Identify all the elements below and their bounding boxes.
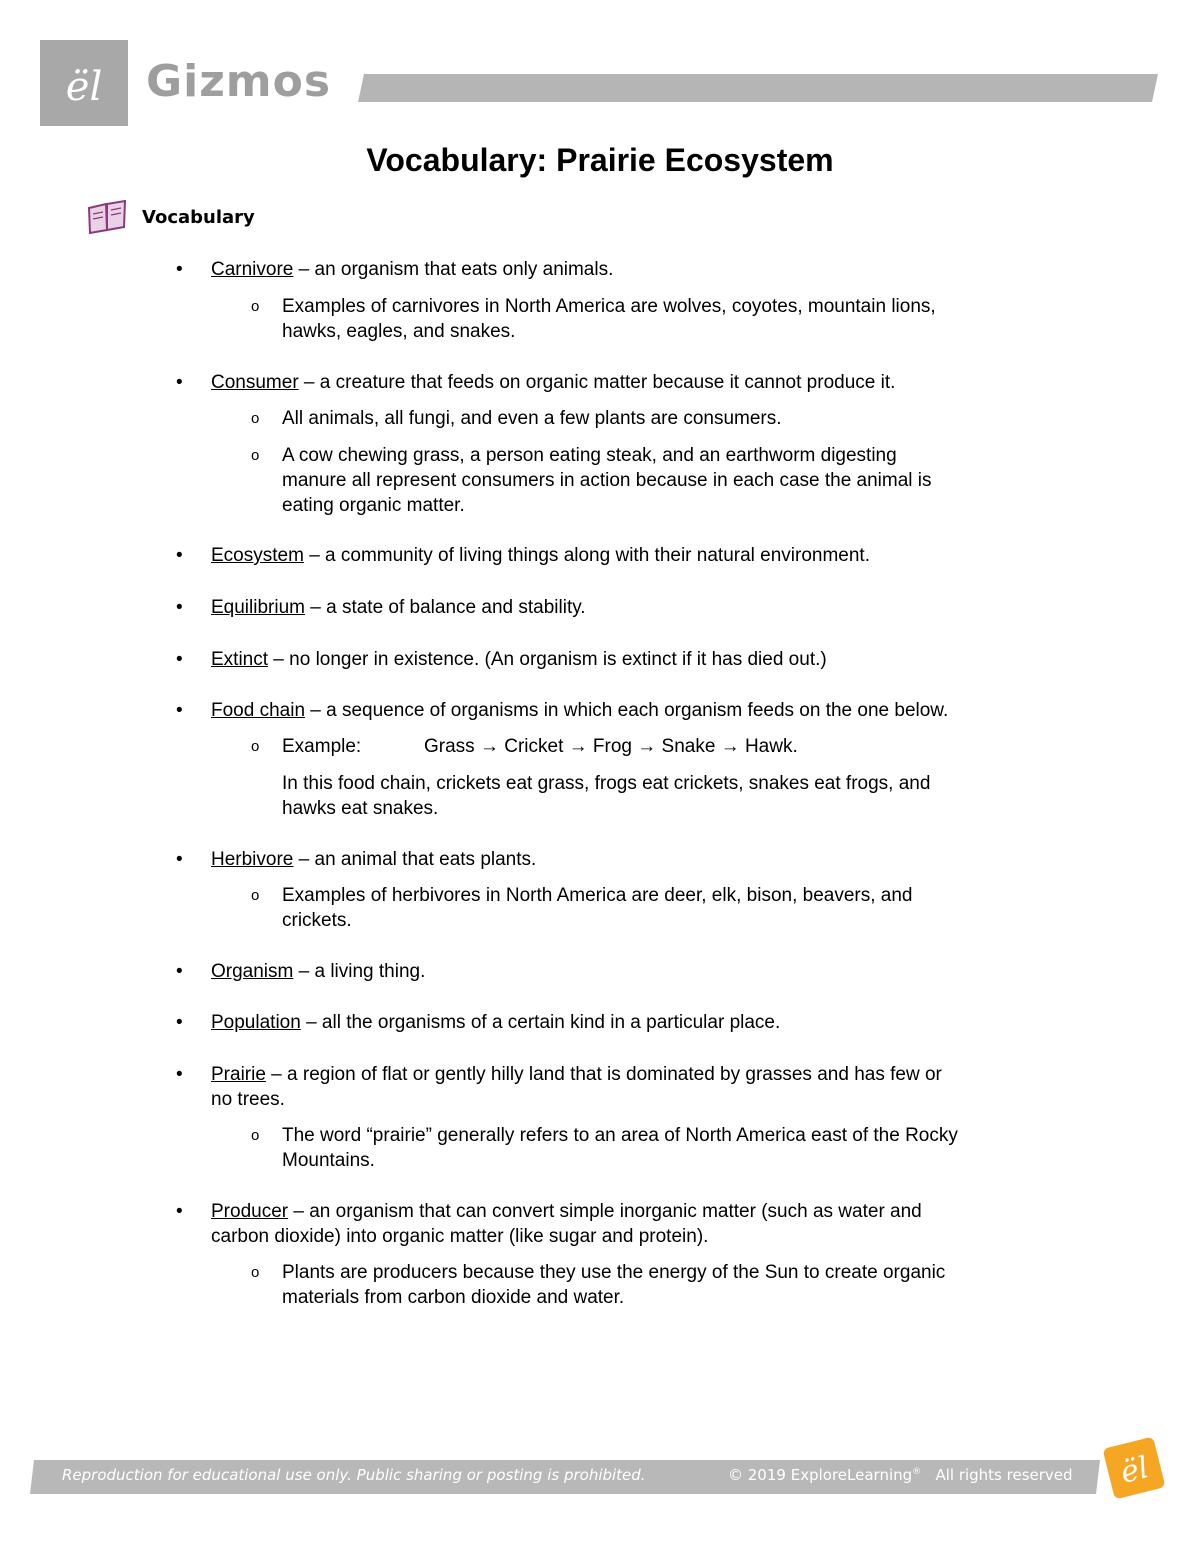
sub-item-line: hawks, eagles, and snakes. bbox=[282, 321, 516, 342]
svg-text:ël: ël bbox=[1117, 1450, 1153, 1491]
sub-item-line: hawks eat snakes. bbox=[282, 798, 439, 819]
bullet-icon: • bbox=[176, 1201, 183, 1222]
term-definition-continued: carbon dioxide) into organic matter (like sugar and protein). bbox=[211, 1226, 709, 1247]
sub-item-line: manure all represent consumers in action because in each case the animal is bbox=[282, 470, 932, 491]
term-definition: – a state of balance and stability. bbox=[304, 597, 586, 618]
term-label: Population bbox=[211, 1012, 301, 1033]
section-heading: Vocabulary bbox=[142, 207, 255, 228]
bullet-icon: • bbox=[176, 545, 183, 566]
bullet-icon: • bbox=[176, 649, 183, 670]
svg-text:ël: ël bbox=[65, 64, 103, 110]
book-icon bbox=[86, 200, 128, 234]
sub-item-line: A cow chewing grass, a person eating steak, and an earthworm digesting bbox=[282, 445, 897, 466]
term-label: Equilibrium bbox=[211, 597, 305, 618]
term-label: Herbivore bbox=[211, 849, 294, 870]
sub-bullet-icon: o bbox=[251, 1127, 260, 1144]
term-label: Carnivore bbox=[211, 259, 294, 280]
footer-copyright bbox=[728, 1466, 1073, 1484]
sub-bullet-icon: o bbox=[251, 1264, 260, 1281]
list-item bbox=[211, 847, 536, 872]
sub-bullet-icon: o bbox=[251, 298, 260, 315]
bullet-icon: • bbox=[176, 259, 183, 280]
term-definition-continued: no trees. bbox=[211, 1089, 285, 1110]
sub-item-line: Examples of herbivores in North America are deer, elk, bison, beavers, and bbox=[282, 885, 913, 906]
sub-item-line: In this food chain, crickets eat grass, frogs eat crickets, snakes eat frogs, and bbox=[282, 773, 931, 794]
term-definition: – a sequence of organisms in which each organism feeds on the one below. bbox=[305, 700, 949, 721]
brand-name: Gizmos bbox=[146, 56, 332, 107]
bullet-icon: • bbox=[176, 961, 183, 982]
sub-item-line: The word “prairie” generally refers to an area of North America east of the Rocky bbox=[282, 1125, 958, 1146]
term-label: Extinct bbox=[211, 649, 269, 670]
term-definition: – a region of flat or gently hilly land that is dominated by grasses and has few or bbox=[265, 1064, 942, 1085]
term-definition: – a community of living things along with their natural environment. bbox=[303, 545, 870, 566]
sub-bullet-icon: o bbox=[251, 887, 260, 904]
registered-mark: ® bbox=[912, 1467, 922, 1477]
list-item bbox=[211, 595, 586, 620]
list-item bbox=[211, 698, 948, 723]
sub-item-line: Plants are producers because they use the energy of the Sun to create organic bbox=[282, 1262, 946, 1283]
list-item bbox=[211, 543, 870, 568]
bullet-icon: • bbox=[176, 700, 183, 721]
explorelearning-logo-icon bbox=[1098, 1432, 1170, 1504]
sub-item-line: eating organic matter. bbox=[282, 495, 465, 516]
term-definition: – an organism that can convert simple inorganic matter (such as water and bbox=[288, 1201, 922, 1222]
bullet-icon: • bbox=[176, 1064, 183, 1085]
list-item bbox=[211, 370, 895, 395]
term-label: Consumer bbox=[211, 372, 299, 393]
rights-text: All rights reserved bbox=[935, 1466, 1073, 1484]
gizmos-logo bbox=[40, 40, 128, 126]
company-name: ExploreLearning bbox=[790, 1466, 913, 1484]
bullet-icon: • bbox=[176, 597, 183, 618]
example-label: Example: bbox=[282, 736, 362, 757]
term-definition: – an organism that eats only animals. bbox=[293, 259, 614, 280]
term-label: Ecosystem bbox=[211, 545, 304, 566]
term-definition: – a creature that feeds on organic matter because it cannot produce it. bbox=[298, 372, 896, 393]
bullet-icon: • bbox=[176, 849, 183, 870]
sub-item-line: All animals, all fungi, and even a few plants are consumers. bbox=[282, 408, 782, 429]
list-item bbox=[211, 1062, 942, 1087]
bullet-icon: • bbox=[176, 372, 183, 393]
term-label: Organism bbox=[211, 961, 294, 982]
footer-notice: Reproduction for educational use only. Public sharing or posting is prohibited. bbox=[62, 1466, 646, 1484]
list-item bbox=[211, 959, 425, 984]
el-logo-icon bbox=[40, 40, 128, 126]
term-definition: – all the organisms of a certain kind in a particular place. bbox=[300, 1012, 781, 1033]
list-item bbox=[211, 647, 827, 672]
list-item bbox=[211, 1199, 922, 1224]
example-chain: Grass → Cricket → Frog → Snake → Hawk. bbox=[424, 736, 798, 757]
header-bar bbox=[358, 74, 1158, 102]
page-title: Vocabulary: Prairie Ecosystem bbox=[366, 142, 834, 178]
term-definition: – an animal that eats plants. bbox=[293, 849, 537, 870]
term-definition: – a living thing. bbox=[293, 961, 426, 982]
sub-bullet-icon: o bbox=[251, 447, 260, 464]
sub-item-line: Examples of carnivores in North America are wolves, coyotes, mountain lions, bbox=[282, 296, 936, 317]
list-item bbox=[211, 257, 613, 282]
sub-item-line: materials from carbon dioxide and water. bbox=[282, 1287, 625, 1308]
term-label: Prairie bbox=[211, 1064, 266, 1085]
term-label: Producer bbox=[211, 1201, 289, 1222]
sub-item-line: crickets. bbox=[282, 910, 352, 931]
sub-bullet-icon: o bbox=[251, 410, 260, 427]
sub-bullet-icon: o bbox=[251, 738, 260, 755]
bullet-icon: • bbox=[176, 1012, 183, 1033]
sub-item-line: Mountains. bbox=[282, 1150, 375, 1171]
term-label: Food chain bbox=[211, 700, 306, 721]
copyright-year: © 2019 bbox=[728, 1466, 786, 1484]
term-definition: – no longer in existence. (An organism is extinct if it has died out.) bbox=[268, 649, 827, 670]
list-item bbox=[211, 1010, 780, 1035]
